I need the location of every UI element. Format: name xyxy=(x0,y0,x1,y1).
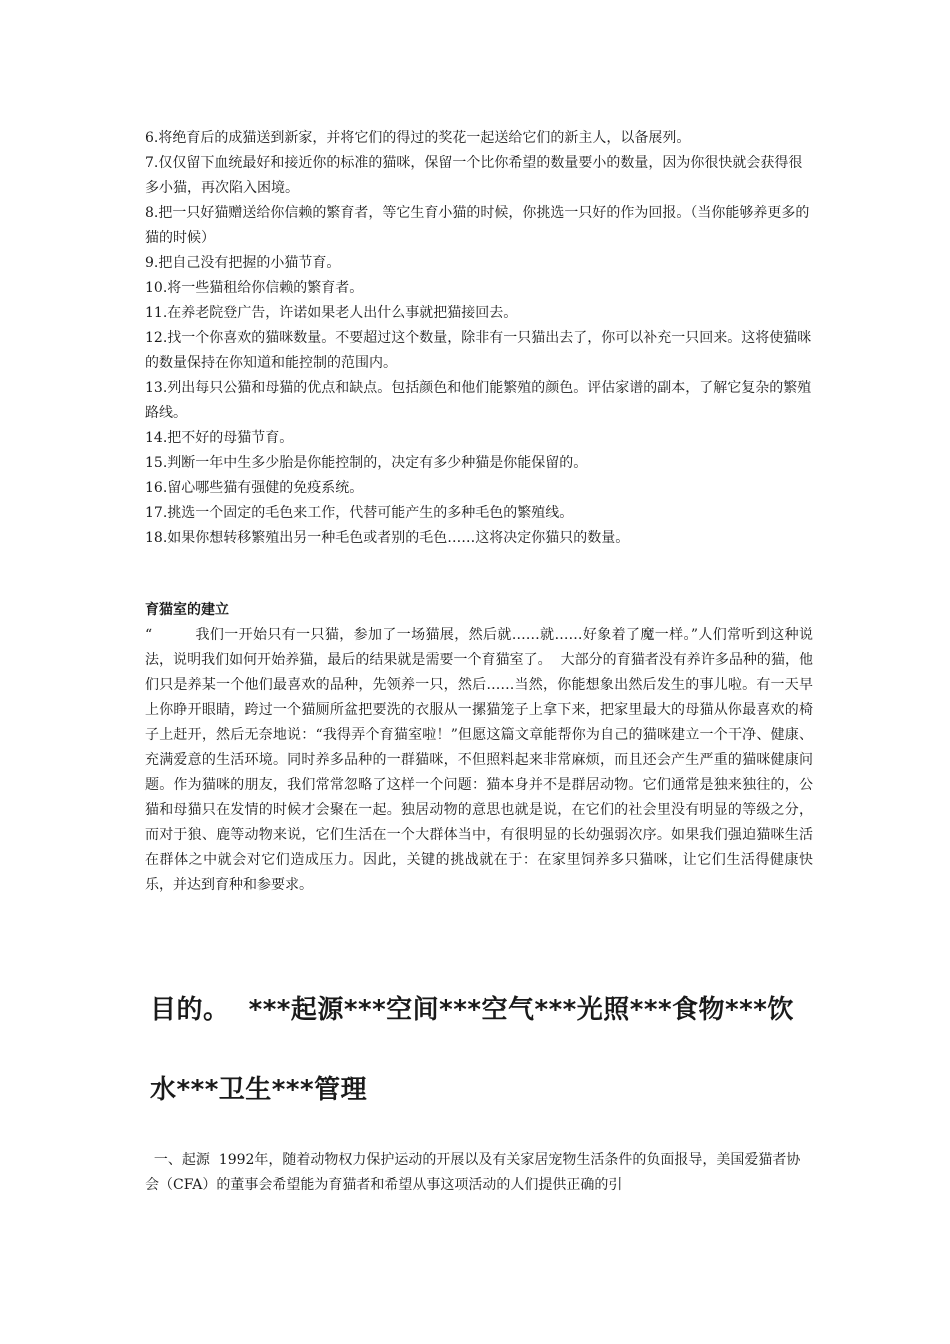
list-item: 14.把不好的母猫节育。 xyxy=(145,430,294,446)
list-item: 6.将绝育后的成猫送到新家，并将它们的得过的奖花一起送给它们的新主人，以备展列。 xyxy=(145,130,691,146)
list-item: 11.在养老院登广告，许诺如果老人出什么事就把猫接回去。 xyxy=(145,305,518,321)
list-item: 8.把一只好猫赠送给你信赖的繁育者，等它生育小猫的时候，你挑选一只好的作为回报。（当你能够养更多的猫的时候） xyxy=(145,205,810,246)
section-one-paragraph: 一、起源 1992年，随着动物权力保护运动的开展以及有关家居宠物生活条件的负面报导，美国爱猫者协会（CFA）的董事会希望能为育猫者和希望从事这项活动的人们提供正确的引 xyxy=(145,1152,801,1193)
list-item: 9.把自己没有把握的小猫节育。 xyxy=(145,255,341,271)
list-item: 7.仅仅留下血统最好和接近你的标准的猫咪，保留一个比你希望的数量要小的数量，因为你很快就会获得很多小猫，再次陷入困境。 xyxy=(145,155,803,196)
document-body xyxy=(145,126,813,551)
list-item: 16.留心哪些猫有强健的免疫系统。 xyxy=(145,480,364,496)
list-item: 12.找一个你喜欢的猫咪数量。不要超过这个数量，除非有一只猫出去了，你可以补充一只回来。这将使猫咪的数量保持在你知道和能控制的范围内。 xyxy=(145,330,812,371)
list-item: 13.列出每只公猫和母猫的优点和缺点。包括颜色和他们能繁殖的颜色。评估家谱的副本，了解它复杂的繁殖路线。 xyxy=(145,380,812,421)
list-item: 18.如果你想转移繁殖出另一种毛色或者别的毛色……这将决定你猫只的数量。 xyxy=(145,530,630,546)
list-item: 10.将一些猫租给你信赖的繁育者。 xyxy=(145,280,364,296)
list-item: 17.挑选一个固定的毛色来工作，代替可能产生的多种毛色的繁殖线。 xyxy=(145,505,574,521)
numbered-list xyxy=(145,126,813,551)
intro-paragraph: “ 我们一开始只有一只猫，参加了一场猫展，然后就……就……好象着了魔一样。”人们常听到这种说法，说明我们如何开始养猫，最后的结果就是需要一个育猫室了。 大部分的育猫者没有养许多品种的猫，他们只是养某一个他们最喜欢的品种，先领养一只，然后……当然，你能想象出然后发生的事儿啦。有一天早上你睁开眼睛，跨过一个猫厕所盆把要洗的衣服从一摞猫笼子上拿下来，把家里最大的母猫从你最喜欢的椅子上赶开，然后无奈地说：“我得弄个育猫室啦！”但愿这篇文章能帮你为自己的猫咪建立一个干净、健康、充满爱意的生活环境。同时养多品种的一群猫咪，不但照料起来非常麻烦，而且还会产生严重的猫咪健康问题。作为猫咪的朋友，我们常常忽略了这样一个问题：猫本身并不是群居动物。它们通常是独来独往的，公猫和母猫只在发情的时候才会聚在一起。独居动物的意思也就是说，在它们的社会里没有明显的等级之分，而对于狼、鹿等动物来说，它们生活在一个大群体当中，有很明显的长幼强弱次序。如果我们强迫猫咪生活在群体之中就会对它们造成压力。因此，关键的挑战就在于：在家里饲养多只猫咪，让它们生活得健康快乐，并达到育种和参要求。 xyxy=(145,627,813,893)
list-item: 15.判断一年中生多少胎是你能控制的，决定有多少种猫是你能保留的。 xyxy=(145,455,588,471)
big-heading: 目的。 ***起源***空间***空气***光照***食物***饮水***卫生***管理 xyxy=(150,995,794,1105)
section-title: 育猫室的建立 xyxy=(145,602,229,618)
